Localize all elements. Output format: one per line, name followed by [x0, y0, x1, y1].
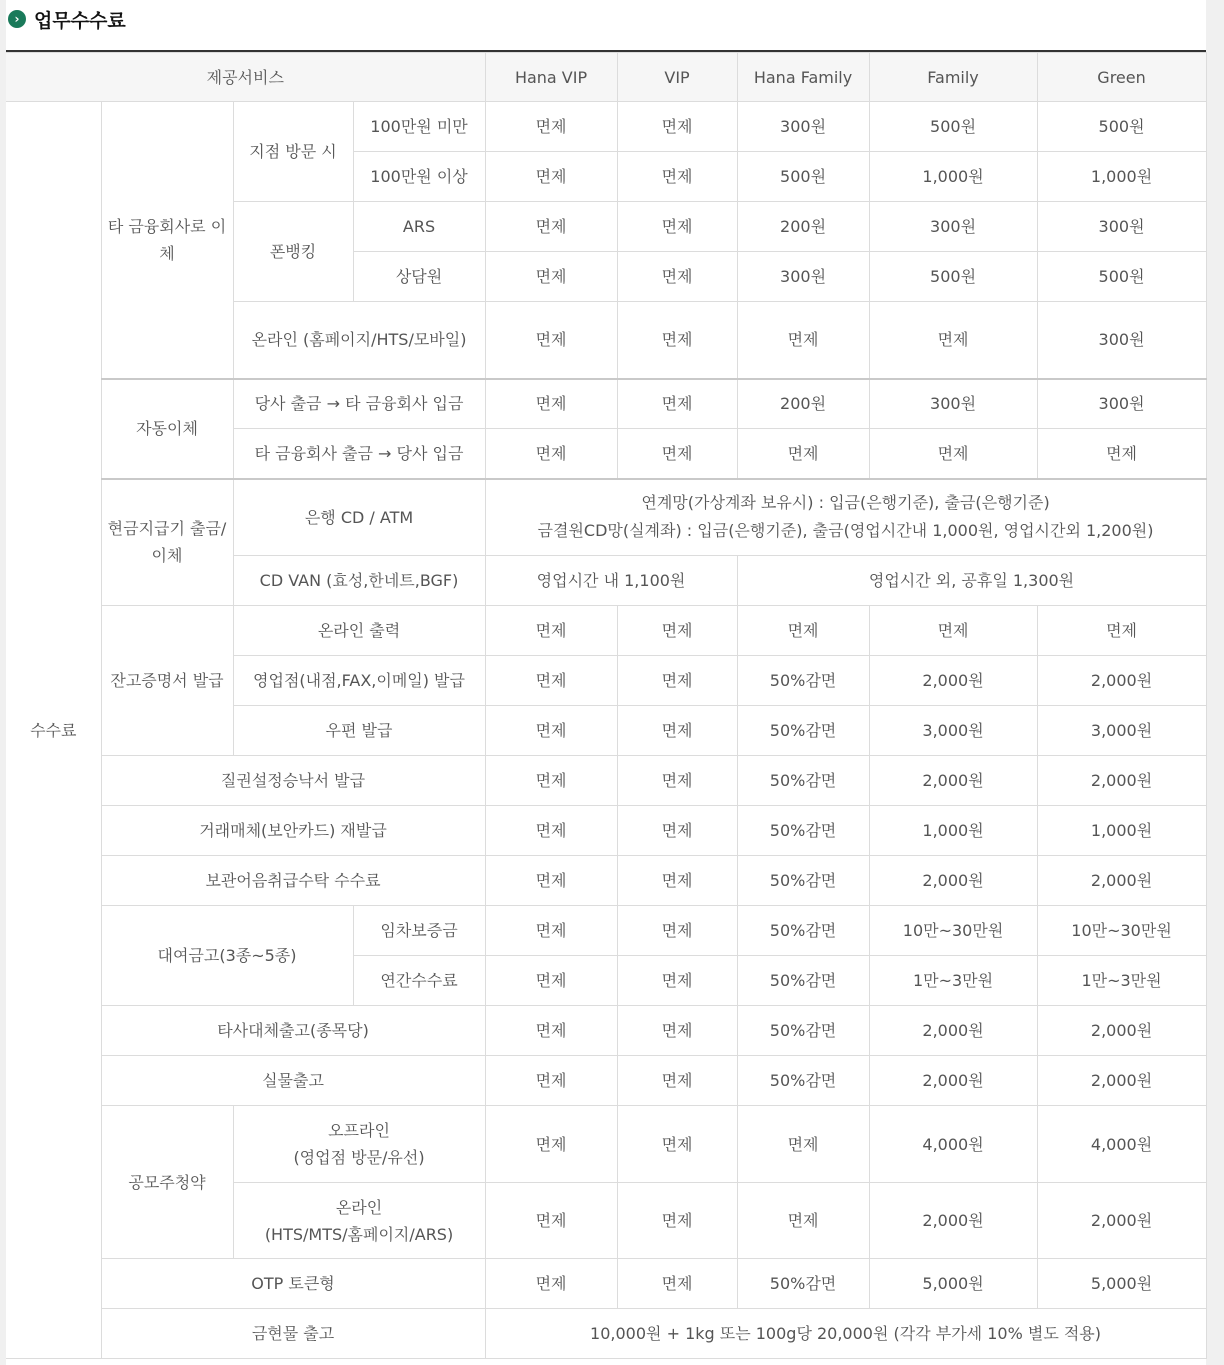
fee-cell: 50%감면 [737, 956, 869, 1006]
fee-cell: 면제 [617, 906, 737, 956]
row-label: 온라인 출력 [233, 606, 485, 656]
row-label: 우편 발급 [233, 706, 485, 756]
fee-cell: 면제 [617, 379, 737, 429]
fee-cell: 면제 [737, 429, 869, 479]
fee-cell: 2,000원 [869, 656, 1037, 706]
fee-cell: 면제 [485, 856, 617, 906]
fee-cell: 4,000원 [1037, 1106, 1206, 1183]
fee-cell: 면제 [1037, 606, 1206, 656]
fee-cell: 2,000원 [1037, 1183, 1206, 1259]
row-label: 영업점(내점,FAX,이메일) 발급 [233, 656, 485, 706]
atm-note-line: 연계망(가상계좌 보유시) : 입금(은행기준), 출금(은행기준) [641, 493, 1050, 513]
fee-cell: 면제 [617, 606, 737, 656]
fee-cell: 300원 [869, 379, 1037, 429]
row-label: ARS [353, 202, 485, 252]
fee-cell: 1만~3만원 [1037, 956, 1206, 1006]
fee-cell: 면제 [485, 379, 617, 429]
header-grade: Family [869, 53, 1037, 102]
fee-cell: 2,000원 [1037, 856, 1206, 906]
row-label [233, 1106, 485, 1183]
table-row [6, 1309, 1206, 1359]
table-row [6, 1006, 1206, 1056]
row-label: 실물출고 [101, 1056, 485, 1106]
fee-cell: 200원 [737, 379, 869, 429]
fee-cell: 면제 [1037, 429, 1206, 479]
row-label: 상담원 [353, 252, 485, 302]
ipo-label: 공모주청약 [101, 1106, 233, 1259]
chevron-right-icon: › [8, 10, 26, 28]
fee-cell: 50%감면 [737, 806, 869, 856]
row-label-line: 오프라인 [328, 1121, 390, 1140]
fee-cell: 면제 [485, 202, 617, 252]
fee-cell: 50%감면 [737, 756, 869, 806]
fee-cell: 면제 [485, 1106, 617, 1183]
fee-cell: 면제 [485, 252, 617, 302]
header-grade: Hana Family [737, 53, 869, 102]
table-row [6, 606, 1206, 656]
fee-category-label: 수수료 [6, 102, 101, 1359]
fee-cell: 면제 [617, 152, 737, 202]
fee-cell: 2,000원 [1037, 1056, 1206, 1106]
table-row [6, 906, 1206, 956]
fee-cell: 면제 [617, 756, 737, 806]
fee-cell: 면제 [617, 856, 737, 906]
fee-table [6, 52, 1207, 1359]
fee-cell: 면제 [869, 606, 1037, 656]
fee-cell: 2,000원 [1037, 656, 1206, 706]
row-label-line: (HTS/MTS/홈페이지/ARS) [264, 1224, 454, 1244]
fee-cell: 300원 [869, 202, 1037, 252]
fee-cell: 500원 [869, 252, 1037, 302]
balance-label: 잔고증명서 발급 [101, 606, 233, 756]
fee-cell: 면제 [485, 1183, 617, 1259]
atm-note [485, 479, 1206, 556]
row-label: 타 금융회사 출금 → 당사 입금 [233, 429, 485, 479]
row-label: 질권설정승낙서 발급 [101, 756, 485, 806]
fee-cell: 면제 [617, 302, 737, 379]
fee-cell: 면제 [617, 202, 737, 252]
fee-cell: 2,000원 [869, 756, 1037, 806]
fee-cell: 5,000원 [869, 1259, 1037, 1309]
fee-cell: 면제 [485, 1056, 617, 1106]
fee-cell: 면제 [617, 1183, 737, 1259]
fee-cell: 면제 [485, 152, 617, 202]
fee-cell: 면제 [617, 1259, 737, 1309]
fee-page [6, 0, 1206, 1365]
gold-note: 10,000원 + 1kg 또는 100g당 20,000원 (각각 부가세 10% 별도 적용) [485, 1309, 1206, 1359]
fee-cell: 2,000원 [869, 1056, 1037, 1106]
table-row [6, 1106, 1206, 1183]
fee-cell: 500원 [869, 102, 1037, 152]
fee-cell: 면제 [617, 1056, 737, 1106]
fee-cell: 2,000원 [869, 856, 1037, 906]
fee-cell: 면제 [617, 1106, 737, 1183]
table-row [6, 479, 1206, 556]
fee-cell: 면제 [869, 302, 1037, 379]
fee-cell: 면제 [485, 1006, 617, 1056]
fee-cell: 면제 [617, 706, 737, 756]
fee-cell: 50%감면 [737, 1056, 869, 1106]
fee-cell: 면제 [617, 102, 737, 152]
table-row [6, 1056, 1206, 1106]
van-business-hours: 영업시간 내 1,100원 [485, 556, 737, 606]
fee-cell: 면제 [617, 956, 737, 1006]
header-grade: Hana VIP [485, 53, 617, 102]
row-label: 보관어음취급수탁 수수료 [101, 856, 485, 906]
row-label: 100만원 미만 [353, 102, 485, 152]
fee-cell: 10만~30만원 [1037, 906, 1206, 956]
fee-cell: 50%감면 [737, 906, 869, 956]
fee-cell: 면제 [617, 252, 737, 302]
fee-cell: 면제 [485, 1259, 617, 1309]
fee-cell: 면제 [737, 606, 869, 656]
fee-cell: 300원 [1037, 302, 1206, 379]
row-label-line: (영업점 방문/유선) [293, 1148, 425, 1167]
row-label: CD VAN (효성,한네트,BGF) [233, 556, 485, 606]
table-row [6, 379, 1206, 429]
fee-cell: 300원 [1037, 379, 1206, 429]
fee-cell: 면제 [869, 429, 1037, 479]
fee-cell: 50%감면 [737, 706, 869, 756]
table-row [6, 806, 1206, 856]
row-label: OTP 토큰형 [101, 1259, 485, 1309]
fee-cell: 5,000원 [1037, 1259, 1206, 1309]
fee-cell: 1,000원 [869, 152, 1037, 202]
row-label: 당사 출금 → 타 금융회사 입금 [233, 379, 485, 429]
fee-cell: 1만~3만원 [869, 956, 1037, 1006]
fee-cell: 3,000원 [1037, 706, 1206, 756]
fee-cell: 200원 [737, 202, 869, 252]
row-label [233, 1183, 485, 1259]
phone-label: 폰뱅킹 [233, 202, 353, 302]
row-label: 거래매체(보안카드) 재발급 [101, 806, 485, 856]
fee-cell: 면제 [617, 1006, 737, 1056]
fee-cell: 면제 [485, 656, 617, 706]
branch-label: 지점 방문 시 [233, 102, 353, 202]
atm-label: 현금지급기 출금/이체 [101, 479, 233, 606]
fee-cell: 면제 [737, 1183, 869, 1259]
header-grade: Green [1037, 53, 1206, 102]
fee-cell: 면제 [617, 429, 737, 479]
row-label: 은행 CD / ATM [233, 479, 485, 556]
fee-cell: 50%감면 [737, 1259, 869, 1309]
fee-cell: 50%감면 [737, 856, 869, 906]
section-header [6, 0, 1206, 52]
fee-cell: 2,000원 [1037, 1006, 1206, 1056]
fee-cell: 면제 [485, 302, 617, 379]
fee-cell: 2,000원 [1037, 756, 1206, 806]
safe-label: 대여금고(3종~5종) [101, 906, 353, 1006]
fee-cell: 면제 [485, 756, 617, 806]
fee-cell: 면제 [485, 429, 617, 479]
fee-cell: 면제 [485, 956, 617, 1006]
fee-cell: 면제 [737, 302, 869, 379]
fee-cell: 면제 [485, 706, 617, 756]
section-title: 업무수수료 [34, 10, 126, 32]
row-label: 임차보증금 [353, 906, 485, 956]
fee-cell: 1,000원 [1037, 806, 1206, 856]
fee-cell: 500원 [737, 152, 869, 202]
row-label: 연간수수료 [353, 956, 485, 1006]
atm-note-line: 금결원CD망(실계좌) : 입금(은행기준), 출금(영업시간내 1,000원, 영업시간외 1,200원) [537, 521, 1154, 541]
fee-cell: 2,000원 [869, 1006, 1037, 1056]
fee-cell: 300원 [1037, 202, 1206, 252]
fee-cell: 1,000원 [869, 806, 1037, 856]
auto-label: 자동이체 [101, 379, 233, 479]
fee-cell: 면제 [485, 806, 617, 856]
header-row [6, 53, 1206, 102]
fee-cell: 300원 [737, 102, 869, 152]
row-label: 온라인 (홈페이지/HTS/모바일) [233, 302, 485, 379]
header-grade: VIP [617, 53, 737, 102]
fee-cell: 면제 [617, 806, 737, 856]
row-label-line: 온라인 [335, 1197, 383, 1217]
fee-cell: 면제 [485, 906, 617, 956]
fee-cell: 50%감면 [737, 656, 869, 706]
fee-cell: 500원 [1037, 252, 1206, 302]
van-after-hours: 영업시간 외, 공휴일 1,300원 [737, 556, 1206, 606]
fee-cell: 300원 [737, 252, 869, 302]
table-row [6, 856, 1206, 906]
row-label: 금현물 출고 [101, 1309, 485, 1359]
row-label: 100만원 이상 [353, 152, 485, 202]
fee-cell: 500원 [1037, 102, 1206, 152]
fee-cell: 면제 [617, 656, 737, 706]
fee-cell: 10만~30만원 [869, 906, 1037, 956]
table-row [6, 102, 1206, 152]
row-label: 타사대체출고(종목당) [101, 1006, 485, 1056]
transfer-label: 타 금융회사로 이체 [101, 102, 233, 379]
fee-cell: 1,000원 [1037, 152, 1206, 202]
fee-cell: 50%감면 [737, 1006, 869, 1056]
table-row [6, 1259, 1206, 1309]
table-row [6, 756, 1206, 806]
fee-table-wrapper [6, 52, 1206, 1359]
header-service: 제공서비스 [6, 53, 485, 102]
fee-cell: 2,000원 [869, 1183, 1037, 1259]
fee-cell: 4,000원 [869, 1106, 1037, 1183]
fee-cell: 면제 [485, 606, 617, 656]
fee-cell: 3,000원 [869, 706, 1037, 756]
fee-cell: 면제 [485, 102, 617, 152]
fee-cell: 면제 [737, 1106, 869, 1183]
